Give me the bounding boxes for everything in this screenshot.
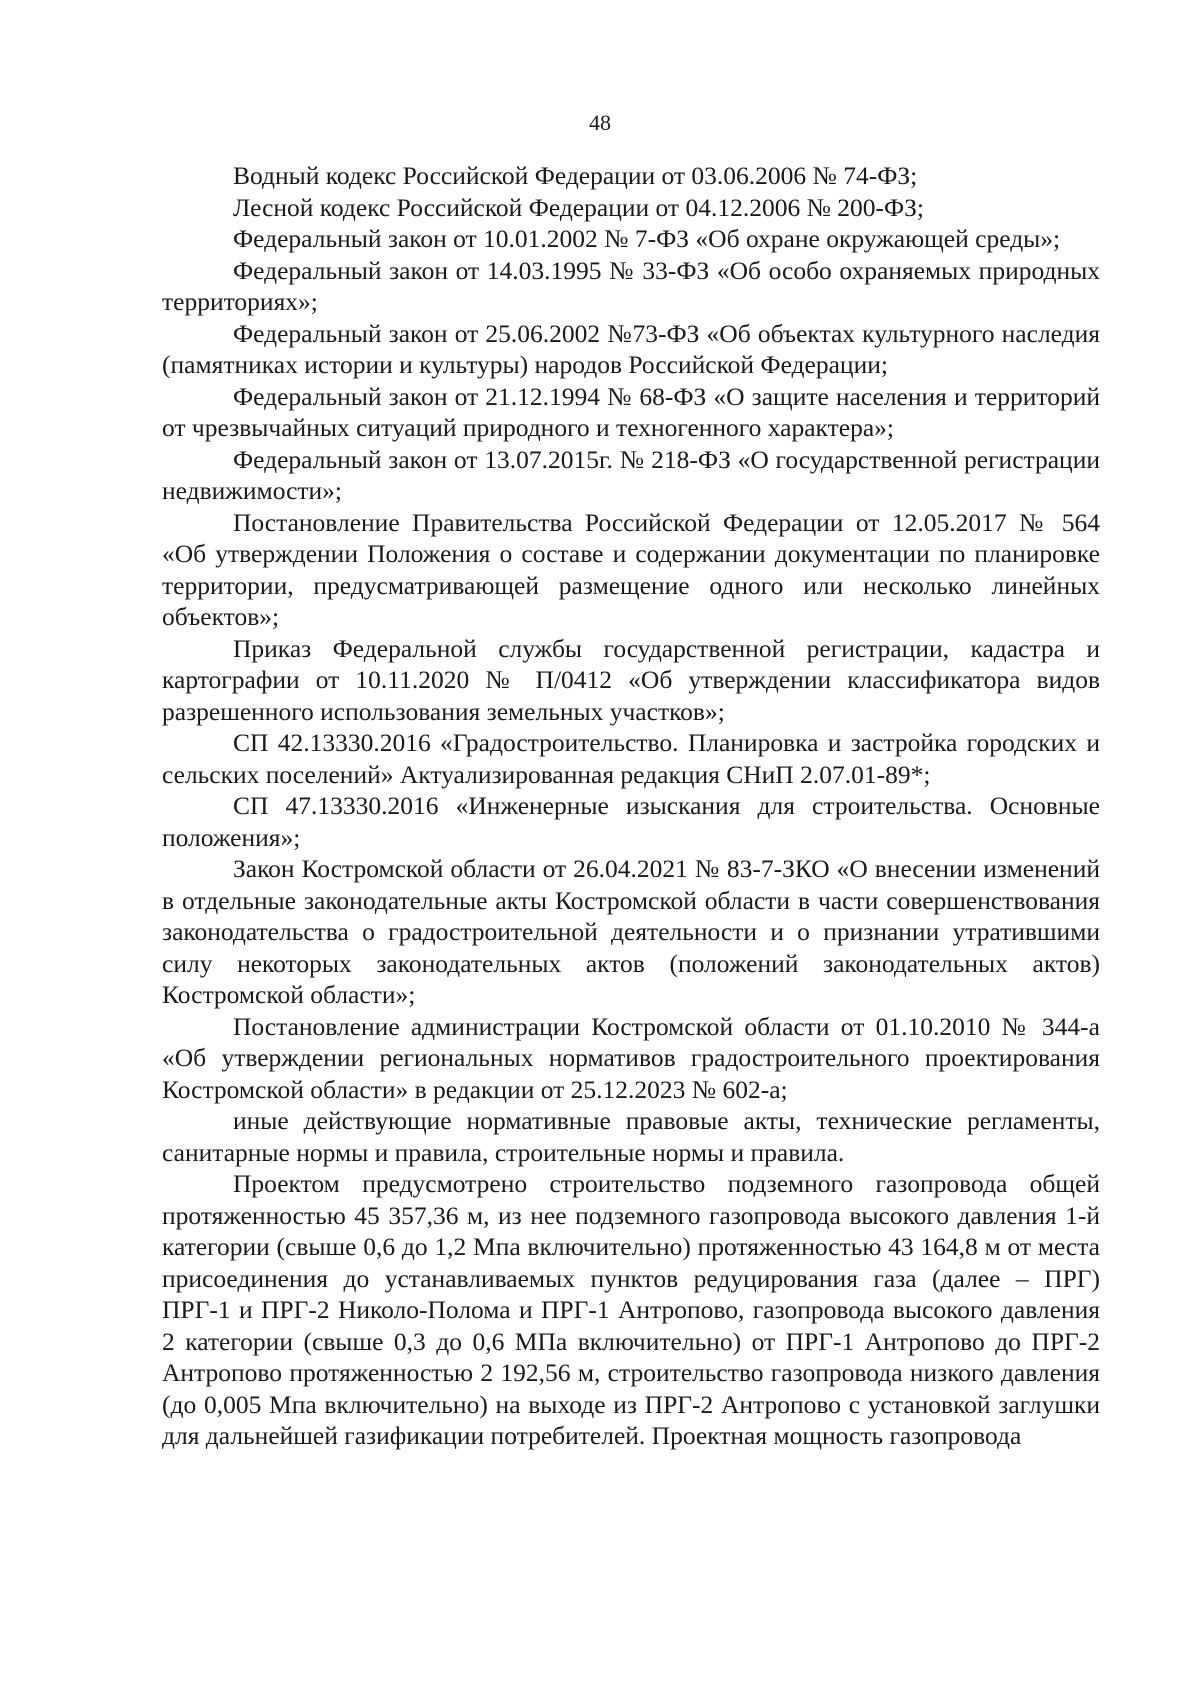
page-number: 48 [589, 110, 611, 135]
paragraph-forest-code: Лесной кодекс Российской Федерации от 04.12.2006 № 200-ФЗ; [233, 192, 925, 222]
paragraph-law-cultural-heritage: Федеральный закон от 25.06.2002 №73-ФЗ «Об объектах культурного наследия (памятниках истории и культуры) народов Российской Федерации; [162, 318, 1100, 379]
paragraph-law-environment: Федеральный закон от 10.01.2002 № 7-ФЗ «Об охране окружающей среды»; [233, 224, 1061, 253]
paragraph-kostroma-decree: Постановление администрации Костромской области от 01.10.2010 № 344-а «Об утверждении региональных нормативов градостроительного проектирования Костромской области» в редакции от 25.12.2023 № 602-а; [162, 1011, 1100, 1104]
paragraph-other-acts: иные действующие нормативные правовые акты, технические регламенты, санитарные нормы и правила, строительные нормы и правила. [162, 1106, 1100, 1167]
paragraph-sp-42: СП 42.13330.2016 «Градостроительство. Планировка и застройка городских и сельских поселений» Актуализированная редакция СНиП 2.07.01-89*; [162, 728, 1100, 789]
paragraph-kostroma-law: Закон Костромской области от 26.04.2021 № 83-7-ЗКО «О внесении изменений в отдельные законодательные акты Костромской области в части совершенствования законодательства о градостроительной деятельности и о признании утратившими силу некоторых законодательных актов (положений законодательных актов) Костромской области»; [162, 854, 1100, 1009]
paragraph-rosreestr-order: Приказ Федеральной службы государственной регистрации, кадастра и картографии от 10.11.2020 № П/0412 «Об утверждении классификатора видов разрешенного использования земельных участков»; [162, 633, 1100, 726]
paragraph-water-code: Водный кодекс Российской Федерации от 03.06.2006 № 74-ФЗ; [233, 161, 918, 190]
paragraph-sp-47: СП 47.13330.2016 «Инженерные изыскания для строительства. Основные положения»; [162, 791, 1100, 852]
paragraph-government-decree-564: Постановление Правительства Российской Федерации от 12.05.2017 № 564 «Об утверждении Положения о составе и содержании документации по планировке территории, предусматривающей размещение одного или несколько линейных объектов»; [162, 507, 1100, 631]
paragraph-law-real-estate-registration: Федеральный закон от 13.07.2015г. № 218-ФЗ «О государственной регистрации недвижимости»; [162, 444, 1100, 505]
document-body [162, 160, 1100, 1452]
paragraph-project-description: Проектом предусмотрено строительство подземного газопровода общей протяженностью 45 357,36 м, из нее подземного газопровода высокого давления 1-й категории (свыше 0,6 до 1,2 Мпа включительно) протяженностью 43 164,8 м от места присоединения до устанавливаемых пунктов редуцирования газа (далее – ПРГ) ПРГ-1 и ПРГ-2 Николо-Полома и ПРГ-1 Антропово, газопровода высокого давления 2 категории (свыше 0,3 до 0,6 МПа включительно) от ПРГ-1 Антропово до ПРГ-2 Антропово протяженностью 2 192,56 м, строительство газопровода низкого давления (до 0,005 Мпа включительно) на выходе из ПРГ-2 Антропово с установкой заглушки для дальнейшей газификации потребителей. Проектная мощность газопровода [162, 1169, 1100, 1450]
paragraph-law-emergencies: Федеральный закон от 21.12.1994 № 68-ФЗ «О защите населения и территорий от чрезвычайных ситуаций природного и техногенного характера»; [162, 381, 1100, 442]
paragraph-law-protected-areas: Федеральный закон от 14.03.1995 № 33-ФЗ «Об особо охраняемых природных территориях»; [162, 255, 1100, 316]
